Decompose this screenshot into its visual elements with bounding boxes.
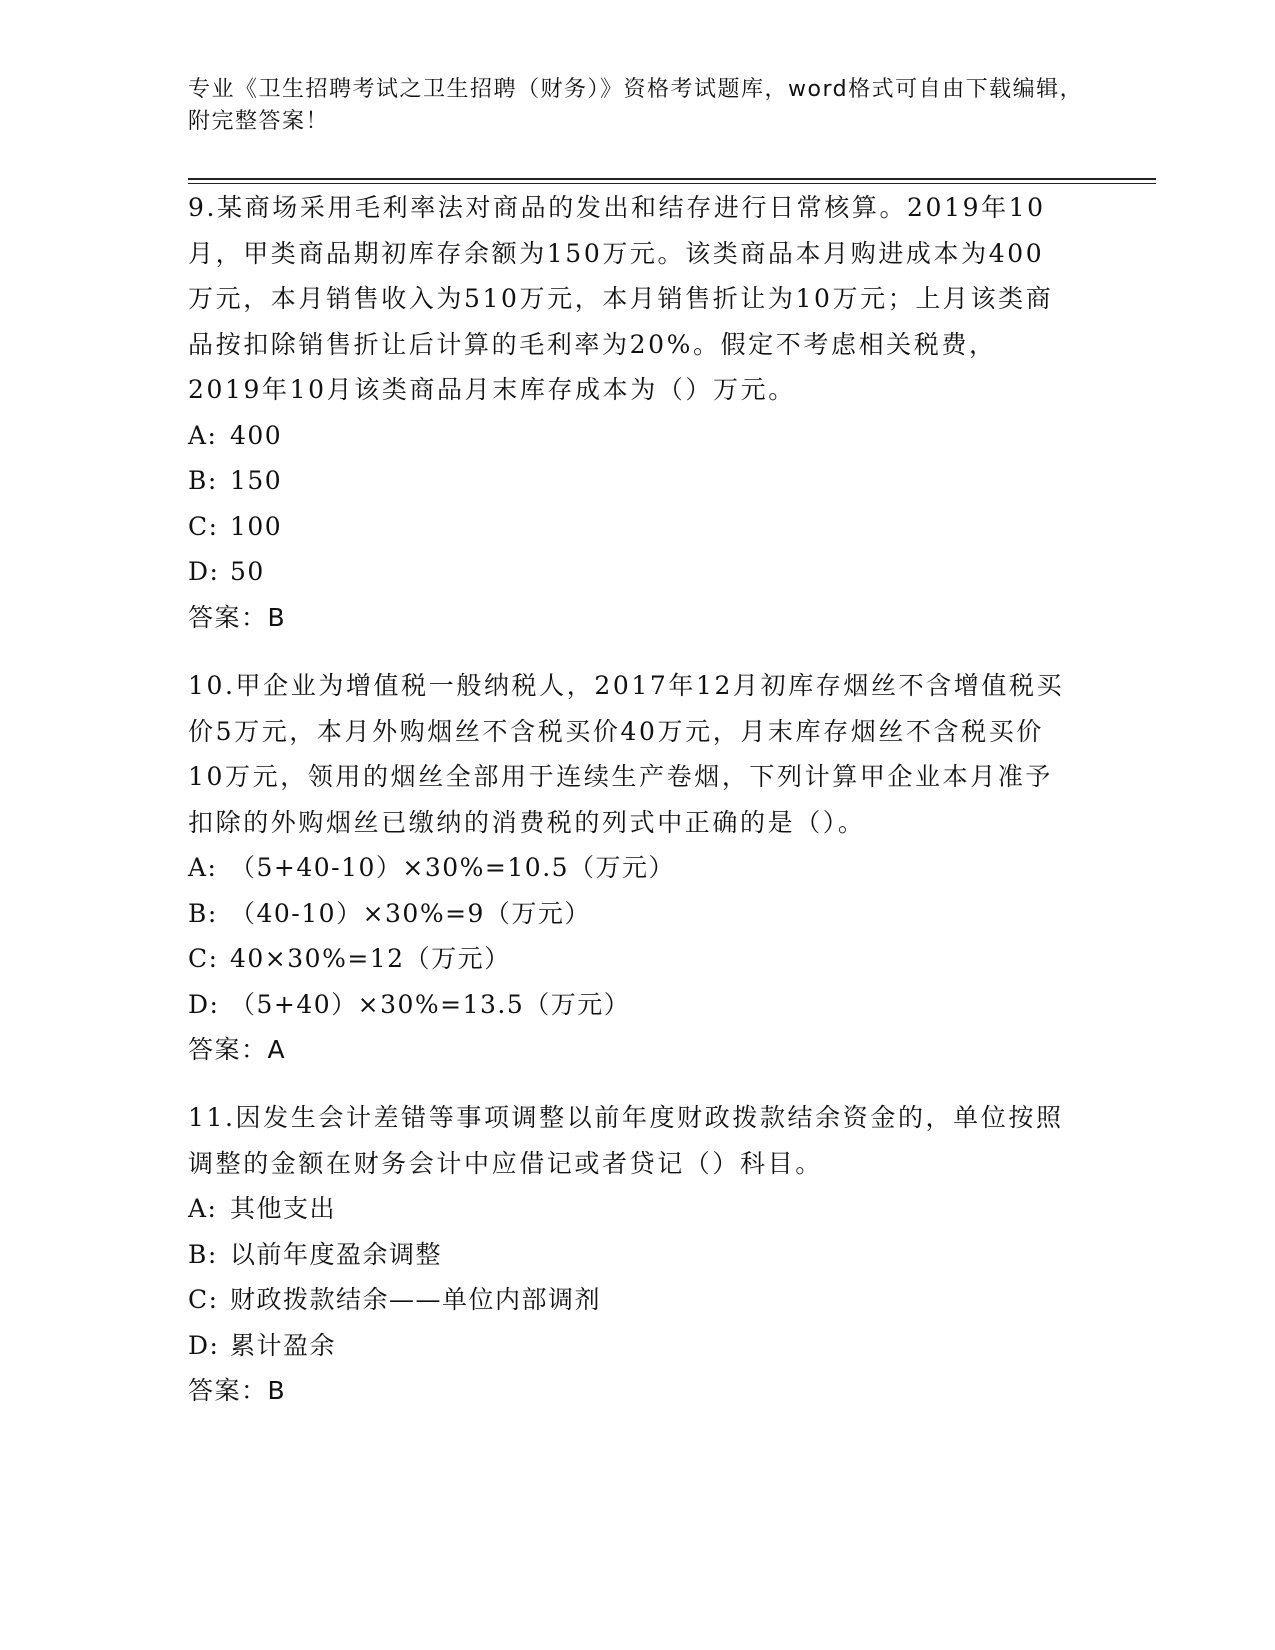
option-text: 400 [230, 420, 283, 450]
option-letter: D: [188, 989, 220, 1019]
option-text: （5+40-10）×30%=10.5（万元） [230, 853, 676, 882]
option-letter: B: [188, 898, 218, 928]
option-d [188, 549, 1068, 595]
option-a [188, 845, 1068, 891]
header-divider-thin [188, 183, 1156, 184]
option-text: 50 [230, 557, 265, 586]
option-text: 财政拨款结余——单位内部调剂 [230, 1285, 602, 1314]
option-d [188, 1323, 1068, 1369]
option-c [188, 1277, 1068, 1323]
option-a [188, 1186, 1068, 1232]
option-text: （40-10）×30%=9（万元） [230, 898, 591, 928]
option-d [188, 982, 1068, 1028]
option-b [188, 891, 1068, 937]
answer-line: 答案：B [188, 602, 287, 632]
option-letter: B: [188, 1239, 218, 1269]
option-b [188, 458, 1068, 504]
option-letter: A: [188, 420, 218, 450]
question-stem: 11.因发生会计差错等事项调整以前年度财政拨款结余资金的，单位按照调整的金额在财务会计中应借记或者贷记（）科目。 [188, 1103, 1064, 1178]
option-letter: C: [188, 944, 219, 973]
option-text: 40×30%=12（万元） [230, 944, 511, 973]
option-text: 以前年度盈余调整 [230, 1239, 443, 1269]
question-stem: 9.某商场采用毛利率法对商品的发出和结存进行日常核算。2019年10月，甲类商品期初库存余额为150万元。该类商品本月购进成本为400万元，本月销售收入为510万元，本月销售折让为10万元；上月该类商品按扣除销售折让后计算的毛利率为20%。假定不考虑相关税费，2019年10月该类商品月末库存成本为（）万元。 [188, 193, 1054, 404]
option-text: 累计盈余 [230, 1330, 337, 1360]
option-c [188, 504, 1068, 550]
option-letter: C: [188, 511, 219, 541]
option-letter: A: [188, 1194, 218, 1223]
document-header: 专业《卫生招聘考试之卫生招聘（财务）》资格考试题库，word格式可自由下载编辑，附完整答案！ [188, 77, 1084, 134]
header-divider-thick [188, 178, 1156, 180]
option-text: 100 [230, 511, 283, 541]
option-letter: D: [188, 557, 220, 586]
question-10 [188, 663, 1068, 1073]
answer-line: 答案：B [188, 1376, 287, 1405]
option-letter: B: [188, 466, 218, 495]
answer-line: 答案：A [188, 1035, 287, 1064]
option-c [188, 936, 1068, 982]
option-b [188, 1232, 1068, 1278]
option-letter: D: [188, 1330, 220, 1360]
option-text: 150 [230, 466, 283, 495]
option-a [188, 413, 1068, 459]
option-letter: A: [188, 853, 218, 882]
question-stem: 10.甲企业为增值税一般纳税人，2017年12月初库存烟丝不含增值税买价5万元，本月外购烟丝不含税买价40万元，月末库存烟丝不含税买价10万元，领用的烟丝全部用于连续生产卷烟，下列计算甲企业本月准予扣除的外购烟丝已缴纳的消费税的列式中正确的是（）。 [188, 671, 1065, 837]
option-text: （5+40）×30%=13.5（万元） [230, 989, 631, 1019]
question-9 [188, 185, 1068, 640]
question-11 [188, 1095, 1068, 1414]
option-text: 其他支出 [230, 1194, 337, 1223]
option-letter: C: [188, 1285, 219, 1314]
